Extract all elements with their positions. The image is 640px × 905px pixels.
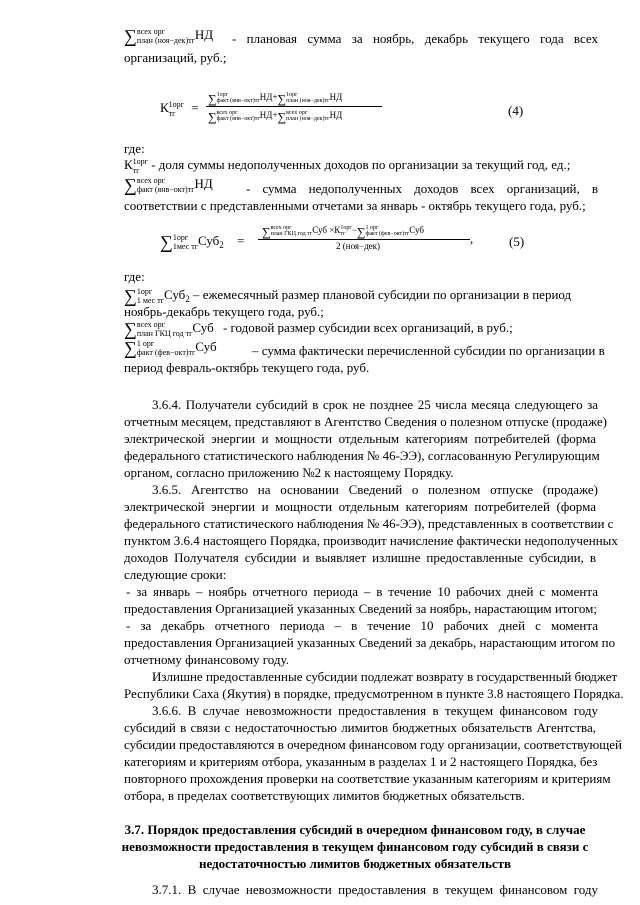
body-line: 3.7.1. В случае невозможности предоставления в текущем финансовом году: [152, 882, 598, 897]
body-line: 3.6.6. В случае невозможности предоставления в текущем финансовом году: [152, 703, 598, 718]
formula-sub: план (ноя−дек)тг: [136, 36, 195, 46]
body-line: федерального статистического наблюдения № 46-ЭЭ), представленных в соответствии с: [124, 516, 614, 531]
sub-def-3-text: – сумма фактически перечисленной субсидии по организации в: [252, 343, 605, 358]
sum-symbol: ∑: [277, 92, 287, 106]
equation-number: (5): [509, 234, 525, 249]
num-t2-sup: 1 орг: [365, 224, 379, 231]
k-definition-text: - доля суммы недополученных доходов по организации за текущий год, ед.;: [151, 157, 571, 172]
k-sup: 1орг: [340, 224, 352, 231]
sub-def-2-text: - годовой размер субсидии всех организаций, в руб.;: [222, 320, 513, 335]
den-t2-term: НД: [329, 110, 343, 120]
sum-symbol: ∑: [124, 26, 137, 46]
body-line: категориям и критериям отбора, указанным в разделах 1 и 2 настоящего Порядка, без: [124, 754, 598, 769]
sum-symbol: ∑: [124, 319, 137, 339]
sub-def-3: [124, 339, 217, 357]
num-t1-term: НД: [259, 92, 273, 102]
body-line: отчетным месяцем, представляют в Агентство Сведения о полезном отпуске (продаже): [124, 414, 607, 429]
body-line: отчетному финансовому году.: [124, 652, 289, 667]
plus-sign: +: [272, 110, 278, 120]
den-t2-sup: всех орг: [286, 109, 308, 116]
sum-symbol: ∑: [208, 92, 217, 106]
body-line: отбора, в пределах соответствующих лимитов бюджетных обязательств.: [124, 788, 525, 803]
body-line: пунктом 3.6.4 настоящего Порядка, производит начисление фактически недополученных: [124, 533, 618, 548]
minus-sign: −: [351, 225, 357, 235]
where-label: где:: [124, 269, 145, 284]
sub-def-1-sup: 1орг: [136, 287, 153, 297]
sub-def-3-term: Суб: [195, 339, 217, 354]
sum-symbol: ∑: [124, 286, 137, 306]
body-line: следующие сроки:: [124, 567, 227, 582]
equation-number: (4): [508, 103, 524, 118]
nd-fact-text-cont: соответствии с представленными отчетами за январь - октябрь текущего года, руб.;: [124, 198, 586, 213]
equals-sign: =: [191, 100, 199, 115]
body-line: - за январь – ноябрь отчетного периода – в течение 10 рабочих дней с момента: [126, 584, 598, 599]
equals-sign: =: [237, 233, 245, 248]
k-sup: 1орг: [168, 100, 184, 110]
lhs-term: Суб: [197, 233, 220, 248]
formula-desc: - плановая сумма за ноябрь, декабрь текущего года всех: [232, 31, 598, 46]
fraction-bar: [206, 106, 382, 107]
formula-sup: всех орг: [136, 27, 165, 37]
sub-def-1-text: – ежемесячный размер плановой субсидии по организации в период: [193, 287, 572, 302]
sub-def-2-sup: всех орг: [136, 320, 165, 330]
nd-fact-sub: факт (янв−окт)тг: [136, 185, 195, 195]
formula-term: НД: [194, 27, 214, 42]
k-symbol: К: [160, 100, 169, 115]
sub-def-3-sup: 1 орг: [136, 339, 155, 349]
body-line: федерального статистического наблюдения № 46-ЭЭ), согласованную Регулирующим: [124, 448, 600, 463]
body-line: Республики Саха (Якутия) в порядке, предусмотренном в пункте 3.8 настоящего Порядка.: [124, 686, 624, 701]
sum-symbol: ∑: [124, 175, 137, 195]
plus-sign: +: [272, 92, 278, 102]
den-t2-sub: план (ноя−дек)тг: [286, 115, 330, 122]
body-line: доходов Получателя субсидии и выявляет излишне предоставленные субсидии, в: [124, 550, 596, 565]
sub-def-1-term: Суб: [163, 287, 186, 302]
lhs-sub: 1мес тг: [172, 242, 198, 252]
nd-fact-sup: всех орг: [136, 176, 165, 186]
where-label: где:: [124, 141, 145, 156]
num-t1-sup: 1орг: [216, 91, 229, 98]
sum-symbol: ∑: [262, 225, 271, 239]
body-line: предоставления Организацией указанных Сведений за ноябрь, нарастающим итогом;: [124, 601, 597, 616]
formula-4-lhs: [160, 100, 199, 118]
sub-def-2-term: Суб: [192, 320, 214, 335]
num-t2-sub: факт (фев−окт)тг: [365, 230, 410, 237]
section-heading-line: невозможности предоставления в текущем финансовом году субсидий в связи с: [121, 839, 589, 854]
body-line: электрической энергии и мощности отдельным категориям потребителей (форма: [124, 499, 596, 514]
mult-k: ×К: [329, 225, 341, 235]
num-t1-term: Суб: [312, 225, 327, 235]
sub-def-1-text-cont: ноябрь-декабрь текущего года, руб.;: [124, 304, 324, 319]
lhs-sup: 1орг: [172, 233, 189, 243]
k-symbol: К: [124, 157, 133, 172]
num-t2-sup: 1орг: [286, 91, 298, 98]
k-sub: тг: [340, 230, 346, 237]
body-line: электрической энергии и мощности отдельным категориям потребителей (форма: [124, 431, 596, 446]
formula-desc-cont: организаций, руб.;: [124, 50, 227, 65]
sub-def-3-sub: факт (фев−окт)тг: [136, 348, 196, 358]
sub-def-3-text-cont: период февраль-октябрь текущего года, руб.: [124, 360, 370, 375]
sum-symbol: ∑: [356, 225, 366, 239]
sum-symbol: ∑: [160, 232, 173, 252]
num-t1-sup: всех орг: [270, 224, 292, 231]
formula-nd-plan: [124, 27, 213, 45]
formula-4-denominator: [208, 108, 342, 126]
body-line: Излишне предоставленные субсидии подлежат возврату в государственный бюджет: [152, 669, 618, 684]
formula-5-comma: ,: [470, 231, 474, 246]
body-line: субсидий в связи с недостаточностью лимитов бюджетных обязательств Агентства,: [124, 720, 596, 735]
den-t1-sub: факт (янв−окт)тг: [216, 115, 260, 122]
section-heading-line: недостаточностью лимитов бюджетных обязательств: [198, 856, 511, 871]
sub-def-1: [124, 287, 571, 305]
num-t1-sub: факт (янв−окт)тг: [216, 97, 260, 104]
num-t2-term: НД: [329, 92, 343, 102]
num-t1-sub: план ГКЦ год тг: [270, 230, 313, 237]
body-line: предоставления Организацией указанных Сведений за декабрь, нарастающим итогом по: [124, 635, 616, 650]
body-line: 3.6.5. Агентство на основании Сведений о полезном отпуске (продаже): [152, 482, 598, 497]
den-t1-sup: всех орг: [216, 109, 238, 116]
num-t2-term: Суб: [409, 225, 425, 235]
k-sub: тг: [132, 166, 140, 176]
formula-5-lhs: [160, 233, 244, 251]
den-t1-term: НД: [259, 110, 273, 120]
k-sup: 1орг: [132, 157, 148, 167]
nd-fact-text: - сумма недополученных доходов всех организаций, в: [246, 181, 598, 196]
lhs-index: 2: [219, 240, 224, 250]
num-t2-sub: план (ноя−дек)тг: [286, 97, 330, 104]
body-line: субсидии предоставляются в очередном финансовом году организации, соответствующей: [124, 737, 622, 752]
fraction-bar: [258, 239, 470, 240]
sub-def-1-sub: 1 мес тг: [136, 296, 164, 306]
sub-def-2: [124, 320, 513, 338]
body-line: - за декабрь отчетного периода – в течение 10 рабочих дней с момента: [126, 618, 598, 633]
k-sub: тг: [168, 109, 176, 119]
sub-def-2-sub: план ГКЦ год тг: [136, 329, 193, 339]
sum-symbol: ∑: [208, 110, 217, 124]
nd-fact-term: НД: [194, 176, 213, 191]
body-line: 3.6.4. Получатели субсидий в срок не позднее 25 числа месяца следующего за: [152, 397, 598, 412]
body-line: повторного прохождения проверки на соответствие указанным категориям и критериям: [124, 771, 611, 786]
body-line: органом, согласно приложению №2 к настоящему Порядку.: [124, 465, 454, 480]
formula-5-denominator: 2 (ноя−дек): [336, 241, 381, 251]
section-heading-line: 3.7. Порядок предоставления субсидий в очередном финансовом году, в случае: [124, 822, 586, 837]
nd-fact-definition: [124, 176, 213, 194]
k-definition: [124, 157, 570, 175]
sum-symbol: ∑: [277, 110, 287, 124]
sum-symbol: ∑: [124, 338, 137, 358]
sub-def-1-index: 2: [185, 294, 190, 304]
